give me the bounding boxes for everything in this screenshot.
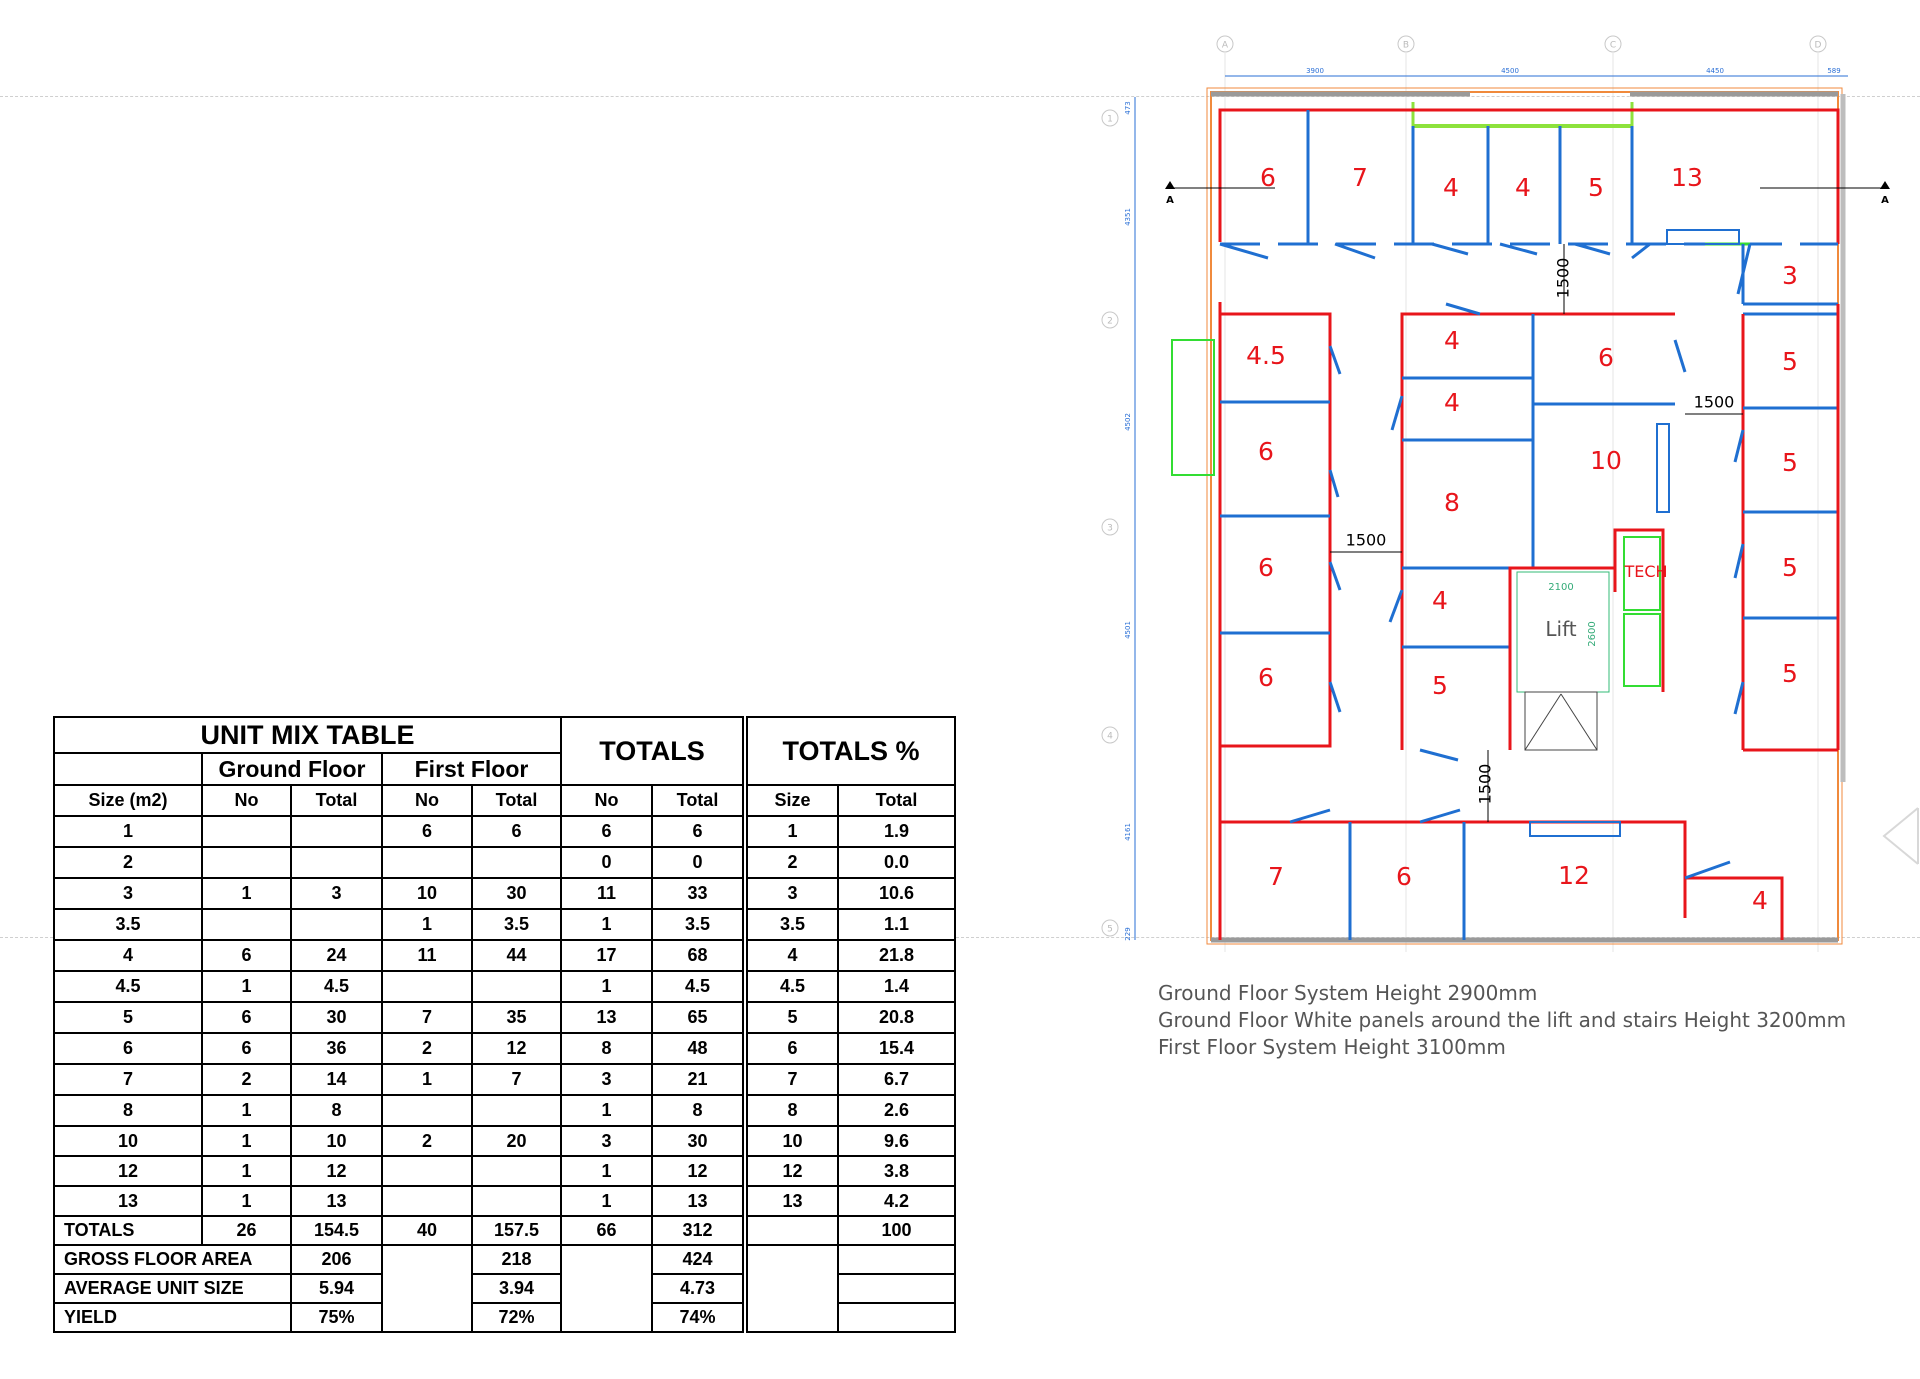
table-row bbox=[747, 1064, 955, 1095]
cell-totals-no: 8 bbox=[561, 1033, 652, 1064]
cell-gf-total: 14 bbox=[291, 1064, 382, 1095]
side-dim-4: 4501 bbox=[1124, 621, 1132, 639]
cell-gf-no bbox=[202, 909, 291, 940]
unit-label: 4 bbox=[1444, 326, 1460, 355]
summary-gf: 75% bbox=[291, 1303, 382, 1332]
unit-label: 4 bbox=[1752, 886, 1768, 915]
grid-col-c: C bbox=[1609, 40, 1617, 51]
cell-ff-no bbox=[382, 1186, 472, 1216]
cell-totals-total: 4.5 bbox=[652, 971, 743, 1002]
table-row bbox=[747, 878, 955, 909]
col-header-pct-size: Size bbox=[747, 785, 838, 816]
grid-row-markers bbox=[1102, 110, 1118, 936]
totals-heading: TOTALS bbox=[561, 717, 743, 785]
totals-pct-size bbox=[747, 1216, 838, 1245]
ground-floor-heading: Ground Floor bbox=[202, 753, 382, 785]
cell-size: 5 bbox=[54, 1002, 202, 1033]
table-row bbox=[54, 1186, 743, 1216]
summary-pct-total bbox=[838, 1303, 955, 1332]
cell-ff-total bbox=[472, 1095, 561, 1126]
top-dim-3: 4450 bbox=[1706, 67, 1724, 75]
cell-pct-size: 5 bbox=[747, 1002, 838, 1033]
cell-ff-total: 6 bbox=[472, 816, 561, 847]
table-row bbox=[54, 1126, 743, 1156]
table-row bbox=[747, 816, 955, 847]
cell-ff-total bbox=[472, 1186, 561, 1216]
cell-pct-total: 3.8 bbox=[838, 1156, 955, 1186]
cell-ff-total: 20 bbox=[472, 1126, 561, 1156]
col-header-gf-no: No bbox=[202, 785, 291, 816]
totals-no: 66 bbox=[561, 1216, 652, 1245]
totals-gf-total: 154.5 bbox=[291, 1216, 382, 1245]
summary-label: YIELD bbox=[54, 1303, 291, 1332]
cell-totals-total: 8 bbox=[652, 1095, 743, 1126]
cell-ff-total: 7 bbox=[472, 1064, 561, 1095]
cell-pct-total: 21.8 bbox=[838, 940, 955, 971]
grid-col-d: D bbox=[1814, 40, 1822, 51]
cell-gf-total: 8 bbox=[291, 1095, 382, 1126]
cell-totals-total: 68 bbox=[652, 940, 743, 971]
col-header-ff-total: Total bbox=[472, 785, 561, 816]
summary-total: 74% bbox=[652, 1303, 743, 1332]
cell-totals-total: 3.5 bbox=[652, 909, 743, 940]
lift-label: Lift bbox=[1545, 617, 1577, 641]
summary-total: 4.73 bbox=[652, 1274, 743, 1303]
col-header-pct-total: Total bbox=[838, 785, 955, 816]
cell-gf-no: 6 bbox=[202, 1033, 291, 1064]
table-row bbox=[54, 1033, 743, 1064]
table-row bbox=[54, 1002, 743, 1033]
unit-label: 6 bbox=[1258, 663, 1274, 692]
unit-label: 4 bbox=[1444, 388, 1460, 417]
unit-label: 6 bbox=[1396, 862, 1412, 891]
cell-totals-total: 48 bbox=[652, 1033, 743, 1064]
cell-size: 8 bbox=[54, 1095, 202, 1126]
totals-ff-total: 157.5 bbox=[472, 1216, 561, 1245]
top-dim-1: 3900 bbox=[1306, 67, 1324, 75]
cell-ff-total: 3.5 bbox=[472, 909, 561, 940]
unit-label: 7 bbox=[1268, 862, 1284, 891]
cell-totals-total: 30 bbox=[652, 1126, 743, 1156]
unit-label: 5 bbox=[1782, 553, 1798, 582]
middle-left-block bbox=[1172, 302, 1330, 940]
cell-ff-total bbox=[472, 1156, 561, 1186]
cell-gf-no: 1 bbox=[202, 971, 291, 1002]
table-row bbox=[747, 847, 955, 878]
grid-row-2: 2 bbox=[1107, 316, 1113, 327]
cell-ff-no: 7 bbox=[382, 1002, 472, 1033]
top-dim-2: 4500 bbox=[1501, 67, 1519, 75]
cell-pct-total: 9.6 bbox=[838, 1126, 955, 1156]
cell-pct-size: 3.5 bbox=[747, 909, 838, 940]
cell-ff-no: 11 bbox=[382, 940, 472, 971]
summary-ff: 218 bbox=[472, 1245, 561, 1274]
cell-pct-total: 1.4 bbox=[838, 971, 955, 1002]
side-dim-6: 229 bbox=[1124, 927, 1132, 941]
cell-size: 1 bbox=[54, 816, 202, 847]
totals-row bbox=[54, 1216, 743, 1245]
grid-col-a: A bbox=[1221, 40, 1229, 51]
cell-totals-no: 6 bbox=[561, 816, 652, 847]
summary-total-blank bbox=[561, 1245, 652, 1332]
cell-totals-no: 1 bbox=[561, 1095, 652, 1126]
totals-label: TOTALS bbox=[54, 1216, 202, 1245]
cell-pct-size: 2 bbox=[747, 847, 838, 878]
table-title: UNIT MIX TABLE bbox=[54, 717, 561, 753]
cell-gf-total: 30 bbox=[291, 1002, 382, 1033]
system-height-notes bbox=[1158, 980, 1898, 1061]
unit-label: 6 bbox=[1598, 343, 1614, 372]
cell-totals-total: 0 bbox=[652, 847, 743, 878]
summary-label: AVERAGE UNIT SIZE bbox=[54, 1274, 291, 1303]
table-row bbox=[747, 1126, 955, 1156]
cell-gf-total: 24 bbox=[291, 940, 382, 971]
cell-ff-no bbox=[382, 1095, 472, 1126]
table-row bbox=[54, 940, 743, 971]
cell-ff-total: 35 bbox=[472, 1002, 561, 1033]
grid-row-4: 4 bbox=[1107, 731, 1113, 742]
unit-label: 5 bbox=[1782, 659, 1798, 688]
cell-pct-size: 7 bbox=[747, 1064, 838, 1095]
cell-ff-total bbox=[472, 847, 561, 878]
grid-row-1: 1 bbox=[1107, 114, 1113, 125]
summary-gf: 5.94 bbox=[291, 1274, 382, 1303]
cell-gf-no: 6 bbox=[202, 940, 291, 971]
cell-ff-no bbox=[382, 971, 472, 1002]
cell-pct-total: 15.4 bbox=[838, 1033, 955, 1064]
unit-label: 6 bbox=[1258, 553, 1274, 582]
note-first-floor-height: First Floor System Height 3100mm bbox=[1158, 1035, 1506, 1059]
cell-pct-total: 0.0 bbox=[838, 847, 955, 878]
cell-pct-total: 1.9 bbox=[838, 816, 955, 847]
cell-gf-total bbox=[291, 847, 382, 878]
side-dimension-chain bbox=[1124, 97, 1135, 941]
cell-ff-total: 30 bbox=[472, 878, 561, 909]
unit-label: 4 bbox=[1443, 173, 1459, 202]
cell-pct-size: 1 bbox=[747, 816, 838, 847]
cell-ff-no: 10 bbox=[382, 878, 472, 909]
lift-depth-dim: 2600 bbox=[1587, 621, 1598, 647]
cell-totals-total: 13 bbox=[652, 1186, 743, 1216]
cell-pct-total: 6.7 bbox=[838, 1064, 955, 1095]
corridor-dimensions bbox=[1330, 244, 1743, 822]
col-header-ff-no: No bbox=[382, 785, 472, 816]
corridor-dim-bottom: 1500 bbox=[1475, 763, 1495, 805]
cell-totals-no: 3 bbox=[561, 1126, 652, 1156]
top-dim-4: 589 bbox=[1827, 67, 1841, 75]
cell-pct-size: 10 bbox=[747, 1126, 838, 1156]
cell-ff-no bbox=[382, 1156, 472, 1186]
table-row bbox=[54, 1064, 743, 1095]
unit-label: 13 bbox=[1671, 163, 1703, 192]
side-dim-1: 473 bbox=[1124, 101, 1132, 115]
cell-size: 3 bbox=[54, 878, 202, 909]
cell-gf-total: 4.5 bbox=[291, 971, 382, 1002]
summary-row bbox=[747, 1245, 955, 1274]
cell-gf-no: 1 bbox=[202, 1156, 291, 1186]
side-dim-3: 4502 bbox=[1124, 413, 1132, 431]
floor-plan-drawing bbox=[1090, 22, 1920, 982]
cell-gf-no: 1 bbox=[202, 1126, 291, 1156]
cell-pct-total: 1.1 bbox=[838, 909, 955, 940]
cell-pct-size: 4 bbox=[747, 940, 838, 971]
table-row bbox=[54, 971, 743, 1002]
cell-ff-total: 44 bbox=[472, 940, 561, 971]
cell-totals-total: 21 bbox=[652, 1064, 743, 1095]
cell-gf-total bbox=[291, 816, 382, 847]
col-header-totals-no: No bbox=[561, 785, 652, 816]
unit-label: 8 bbox=[1444, 488, 1460, 517]
cell-ff-no: 1 bbox=[382, 909, 472, 940]
unit-label: 12 bbox=[1558, 861, 1590, 890]
cell-totals-no: 1 bbox=[561, 1186, 652, 1216]
cell-gf-no: 1 bbox=[202, 1186, 291, 1216]
ground-floor-plan bbox=[1090, 22, 1920, 982]
unit-label: 3 bbox=[1782, 261, 1798, 290]
unit-mix-table bbox=[53, 716, 744, 1333]
table-row bbox=[54, 878, 743, 909]
cell-gf-no bbox=[202, 847, 291, 878]
summary-ff: 3.94 bbox=[472, 1274, 561, 1303]
corridor-dim-top: 1500 bbox=[1553, 257, 1573, 299]
table-row bbox=[747, 1002, 955, 1033]
cell-pct-size: 6 bbox=[747, 1033, 838, 1064]
cell-totals-total: 65 bbox=[652, 1002, 743, 1033]
note-white-panels-height: Ground Floor White panels around the lift and stairs Height 3200mm bbox=[1158, 1008, 1847, 1032]
first-floor-heading: First Floor bbox=[382, 753, 561, 785]
cell-ff-no: 2 bbox=[382, 1126, 472, 1156]
table-row bbox=[54, 909, 743, 940]
cell-gf-no bbox=[202, 816, 291, 847]
page-nav-arrow[interactable] bbox=[1880, 806, 1920, 871]
cell-pct-size: 4.5 bbox=[747, 971, 838, 1002]
cell-pct-total: 10.6 bbox=[838, 878, 955, 909]
unit-label: 7 bbox=[1352, 163, 1368, 192]
summary-total: 424 bbox=[652, 1245, 743, 1274]
note-ground-floor-height: Ground Floor System Height 2900mm bbox=[1158, 981, 1538, 1005]
table-row bbox=[747, 909, 955, 940]
corridor-dim-left: 1500 bbox=[1345, 530, 1387, 550]
cell-gf-no: 2 bbox=[202, 1064, 291, 1095]
unit-label: 10 bbox=[1590, 446, 1622, 475]
cell-ff-no bbox=[382, 847, 472, 878]
table-row bbox=[54, 1095, 743, 1126]
lift-width-dim: 2100 bbox=[1548, 582, 1574, 593]
cell-pct-size: 8 bbox=[747, 1095, 838, 1126]
summary-pct-total bbox=[838, 1274, 955, 1303]
cell-gf-total: 36 bbox=[291, 1033, 382, 1064]
grid-row-3: 3 bbox=[1107, 523, 1113, 534]
cell-totals-no: 17 bbox=[561, 940, 652, 971]
top-dimension-chain bbox=[1225, 67, 1848, 76]
cell-gf-no: 6 bbox=[202, 1002, 291, 1033]
cell-totals-no: 1 bbox=[561, 1156, 652, 1186]
totals-percent-table bbox=[746, 716, 956, 1333]
cell-totals-no: 1 bbox=[561, 909, 652, 940]
cell-ff-no: 2 bbox=[382, 1033, 472, 1064]
blank-header-cell bbox=[54, 753, 202, 785]
cell-size: 7 bbox=[54, 1064, 202, 1095]
cell-gf-total bbox=[291, 909, 382, 940]
unit-label: 4 bbox=[1432, 586, 1448, 615]
cell-size: 13 bbox=[54, 1186, 202, 1216]
unit-label: 6 bbox=[1258, 437, 1274, 466]
totals-gf-no: 26 bbox=[202, 1216, 291, 1245]
totals-ff-no: 40 bbox=[382, 1216, 472, 1245]
unit-label: 5 bbox=[1588, 173, 1604, 202]
cell-size: 6 bbox=[54, 1033, 202, 1064]
col-header-gf-total: Total bbox=[291, 785, 382, 816]
table-row bbox=[747, 940, 955, 971]
col-header-size: Size (m2) bbox=[54, 785, 202, 816]
unit-label: 5 bbox=[1782, 347, 1798, 376]
cell-pct-size: 12 bbox=[747, 1156, 838, 1186]
section-a-left: A bbox=[1166, 195, 1174, 206]
unit-label: 5 bbox=[1782, 448, 1798, 477]
table-row bbox=[54, 1156, 743, 1186]
section-a-right: A bbox=[1881, 195, 1889, 206]
table-row bbox=[747, 1186, 955, 1216]
table-row bbox=[747, 971, 955, 1002]
table-row bbox=[747, 1033, 955, 1064]
tech-room-label: TECH bbox=[1624, 562, 1668, 581]
cell-pct-size: 3 bbox=[747, 878, 838, 909]
summary-ff-blank bbox=[382, 1245, 472, 1332]
cell-totals-no: 13 bbox=[561, 1002, 652, 1033]
totals-percent-heading: TOTALS % bbox=[747, 717, 955, 785]
cell-size: 4.5 bbox=[54, 971, 202, 1002]
unit-label: 5 bbox=[1432, 671, 1448, 700]
cell-totals-no: 11 bbox=[561, 878, 652, 909]
cell-size: 2 bbox=[54, 847, 202, 878]
section-marker-right bbox=[1760, 181, 1890, 206]
cell-size: 3.5 bbox=[54, 909, 202, 940]
table-row bbox=[747, 1095, 955, 1126]
cell-gf-total: 12 bbox=[291, 1156, 382, 1186]
cell-gf-total: 10 bbox=[291, 1126, 382, 1156]
summary-ff: 72% bbox=[472, 1303, 561, 1332]
table-row bbox=[747, 1156, 955, 1186]
unit-label: 4 bbox=[1515, 173, 1531, 202]
cell-size: 4 bbox=[54, 940, 202, 971]
summary-label: GROSS FLOOR AREA bbox=[54, 1245, 291, 1274]
cell-gf-no: 1 bbox=[202, 1095, 291, 1126]
bottom-unit-row bbox=[1220, 822, 1782, 940]
summary-gf: 206 bbox=[291, 1245, 382, 1274]
totals-total: 312 bbox=[652, 1216, 743, 1245]
side-dim-2: 4351 bbox=[1124, 208, 1132, 226]
grid-row-5: 5 bbox=[1107, 924, 1113, 935]
cell-ff-total bbox=[472, 971, 561, 1002]
unit-label: 6 bbox=[1260, 163, 1276, 192]
cell-pct-total: 20.8 bbox=[838, 1002, 955, 1033]
summary-pct-blank bbox=[747, 1245, 838, 1332]
cell-ff-no: 6 bbox=[382, 816, 472, 847]
totals-pct-total: 100 bbox=[838, 1216, 955, 1245]
grid-col-b: B bbox=[1402, 40, 1410, 51]
side-dim-5: 4161 bbox=[1124, 823, 1132, 841]
col-header-totals-total: Total bbox=[652, 785, 743, 816]
cell-totals-no: 1 bbox=[561, 971, 652, 1002]
summary-pct-total bbox=[838, 1245, 955, 1274]
top-unit-row bbox=[1220, 110, 1838, 304]
cell-gf-total: 3 bbox=[291, 878, 382, 909]
cell-totals-no: 3 bbox=[561, 1064, 652, 1095]
summary-row-gross-floor-area bbox=[54, 1245, 743, 1274]
cell-gf-total: 13 bbox=[291, 1186, 382, 1216]
cell-ff-no: 1 bbox=[382, 1064, 472, 1095]
cell-ff-total: 12 bbox=[472, 1033, 561, 1064]
cell-size: 12 bbox=[54, 1156, 202, 1186]
cell-totals-total: 12 bbox=[652, 1156, 743, 1186]
cell-pct-total: 4.2 bbox=[838, 1186, 955, 1216]
unit-label: 4.5 bbox=[1246, 341, 1286, 370]
table-row bbox=[54, 847, 743, 878]
cell-pct-size: 13 bbox=[747, 1186, 838, 1216]
cell-totals-no: 0 bbox=[561, 847, 652, 878]
cell-totals-total: 33 bbox=[652, 878, 743, 909]
cell-gf-no: 1 bbox=[202, 878, 291, 909]
table-row bbox=[54, 816, 743, 847]
cell-pct-total: 2.6 bbox=[838, 1095, 955, 1126]
totals-row bbox=[747, 1216, 955, 1245]
cell-totals-total: 6 bbox=[652, 816, 743, 847]
corridor-dim-right: 1500 bbox=[1693, 392, 1735, 412]
cell-size: 10 bbox=[54, 1126, 202, 1156]
